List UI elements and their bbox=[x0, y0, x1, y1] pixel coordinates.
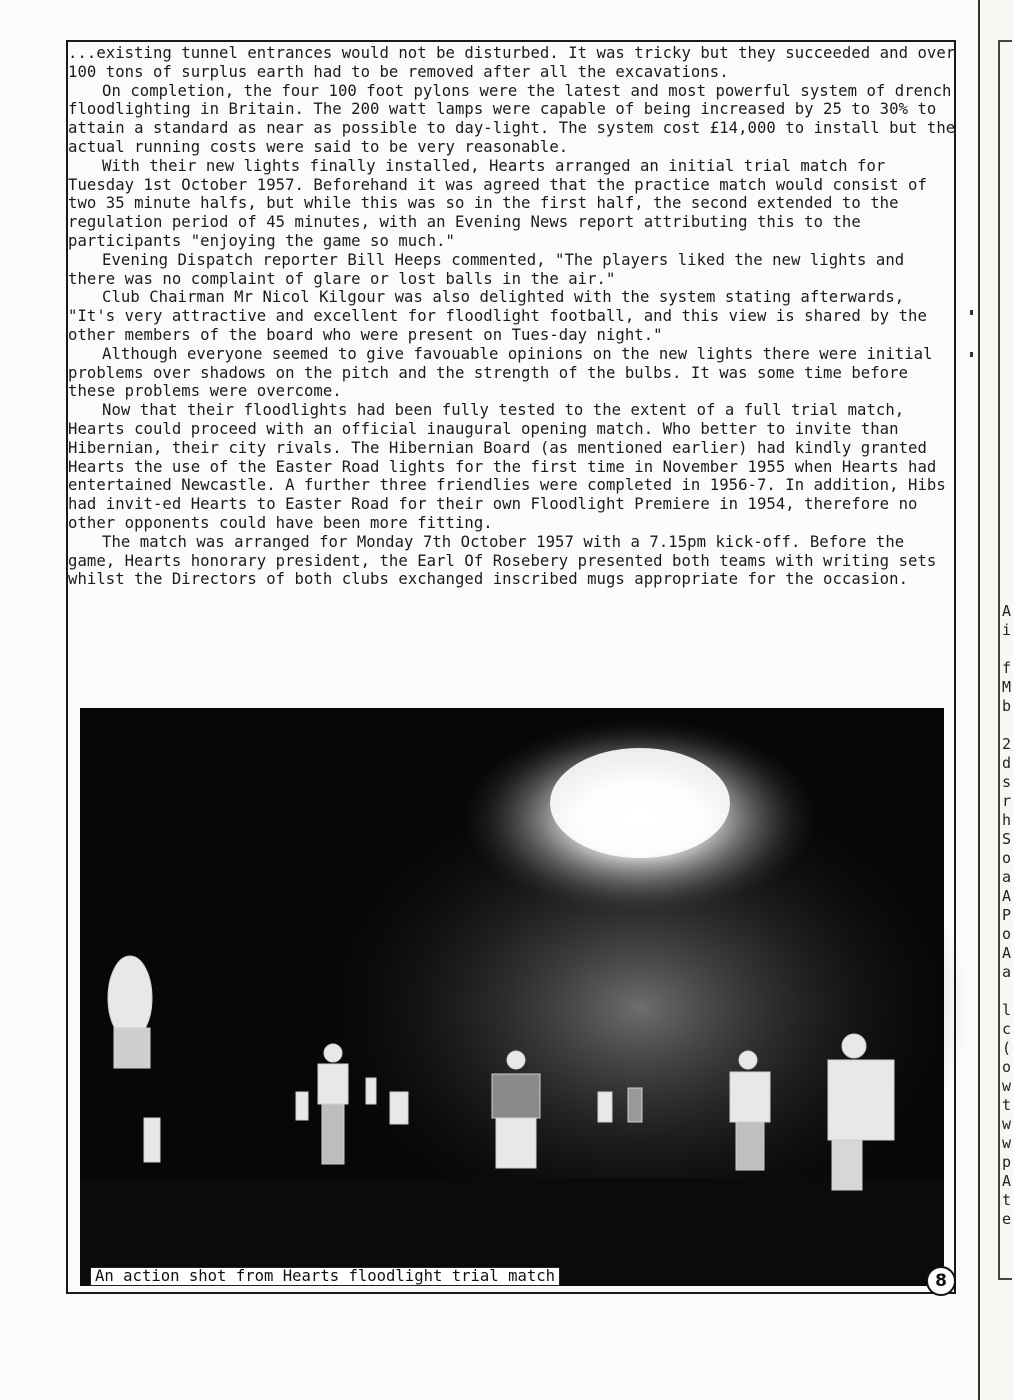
adjacent-page-letter: t bbox=[1002, 1191, 1012, 1209]
print-speck bbox=[970, 310, 973, 315]
adjacent-page-letter: w bbox=[1002, 1077, 1012, 1095]
adjacent-page-letter: t bbox=[1002, 1096, 1012, 1114]
paragraph: With their new lights finally installed, Hearts arranged an initial trial match for Tuesday 1st October 1957. Beforehand it was agreed that the practice match would consist of two 35 minute halfs, but while this was so in the first half, the second extended to the regulation period of 45 minutes, with an Evening News report attributing this to the participants "enjoying the game so much." bbox=[68, 156, 927, 250]
adjacent-page-letter: o bbox=[1002, 925, 1012, 943]
adjacent-page-letter bbox=[1002, 640, 1014, 659]
adjacent-page-border bbox=[998, 40, 1000, 1280]
adjacent-page-letter: ( bbox=[1002, 1039, 1012, 1057]
adjacent-page-letter: a bbox=[1002, 963, 1012, 981]
paragraph: Although everyone seemed to give favouable opinions on the new lights there were initial problems over shadows on the pitch and the strength of the bulbs. It was some time before these problems were overcome. bbox=[68, 344, 933, 401]
adjacent-page-rule bbox=[998, 40, 1012, 42]
adjacent-page-letter: b bbox=[1002, 697, 1012, 715]
adjacent-page-rule bbox=[998, 1278, 1012, 1280]
adjacent-page-edge bbox=[978, 0, 1012, 1400]
match-photo bbox=[80, 708, 944, 1286]
paragraph: Now that their floodlights had been fully tested to the extent of a full trial match, Hearts could proceed with an official inaugural opening match. Who better to invite than Hibernian, their city rivals. The Hibernian Board (as mentioned earlier) had kindly granted Hearts the use of the Easter Road lights for the first time in November 1955 when Hearts had entertained Newcastle. A further three friendlies were completed in 1956-7. In addition, Hibs had invit-ed Hearts to Easter Road for their own Floodlight Premiere in 1954, therefore no other opponents could have been more fitting. bbox=[68, 401, 946, 532]
adjacent-page-letter: S bbox=[1002, 830, 1012, 848]
adjacent-page-letter: w bbox=[1002, 1134, 1012, 1152]
adjacent-page-letter: M bbox=[1002, 678, 1012, 696]
adjacent-page-letter bbox=[1002, 716, 1014, 735]
adjacent-page-letter: o bbox=[1002, 1058, 1012, 1076]
adjacent-page-letter: d bbox=[1002, 754, 1012, 772]
adjacent-page-letter: o bbox=[1002, 849, 1012, 867]
paragraph: Evening Dispatch reporter Bill Heeps commented, "The players liked the new lights and there was no complaint of glare or lost balls in the air." bbox=[68, 250, 905, 288]
adjacent-page-letter bbox=[1002, 982, 1014, 1001]
adjacent-page-letter: e bbox=[1002, 1210, 1012, 1228]
adjacent-page-letter: A bbox=[1002, 887, 1012, 905]
adjacent-page-letter: 2 bbox=[1002, 735, 1012, 753]
adjacent-page-letter: p bbox=[1002, 1153, 1012, 1171]
paragraph: ...existing tunnel entrances would not be disturbed. It was tricky but they succeeded and over 100 tons of surplus earth had to be removed after all the excavations. bbox=[68, 44, 956, 81]
adjacent-page-letter: A bbox=[1002, 944, 1012, 962]
adjacent-page-letter: w bbox=[1002, 1115, 1012, 1133]
adjacent-page-letter: P bbox=[1002, 906, 1012, 924]
paragraph: Club Chairman Mr Nicol Kilgour was also delighted with the system stating afterwards, "It's very attractive and excellent for floodlight football, and this view is shared by the other members of the board who were present on Tues-day night." bbox=[68, 288, 927, 344]
print-speck bbox=[970, 352, 973, 357]
adjacent-page-letter: r bbox=[1002, 792, 1012, 810]
adjacent-page-letter: l bbox=[1002, 1001, 1012, 1019]
adjacent-page-letter: h bbox=[1002, 811, 1012, 829]
floodlight-match-image bbox=[80, 708, 944, 1286]
paragraph: On completion, the four 100 foot pylons were the latest and most powerful system of drench floodlighting in Britain. The 200 watt lamps were capable of being increased by 25 to 30% to attain a standard as near as possible to day-light. The system cost £14,000 to install but the actual running costs were said to be very reasonable. bbox=[68, 81, 956, 156]
adjacent-page-letter: s bbox=[1002, 773, 1012, 791]
adjacent-page-letters bbox=[1002, 602, 1014, 1229]
page-number: 8 bbox=[926, 1266, 956, 1296]
photo-caption: An action shot from Hearts floodlight trial match bbox=[90, 1267, 560, 1286]
adjacent-page-letter: a bbox=[1002, 868, 1012, 886]
adjacent-page-letter: A bbox=[1002, 1172, 1012, 1190]
adjacent-page-letter: i bbox=[1002, 621, 1012, 639]
adjacent-page-letter: A bbox=[1002, 602, 1012, 620]
adjacent-page-letter: c bbox=[1002, 1020, 1012, 1038]
paragraph: The match was arranged for Monday 7th October 1957 with a 7.15pm kick-off. Before the game, Hearts honorary president, the Earl Of Rosebery presented both teams with writing sets whilst the Directors of both clubs exchanged inscribed mugs appropriate for the occasion. bbox=[68, 532, 937, 589]
adjacent-page-letter: f bbox=[1002, 659, 1012, 677]
article-text bbox=[68, 44, 956, 589]
